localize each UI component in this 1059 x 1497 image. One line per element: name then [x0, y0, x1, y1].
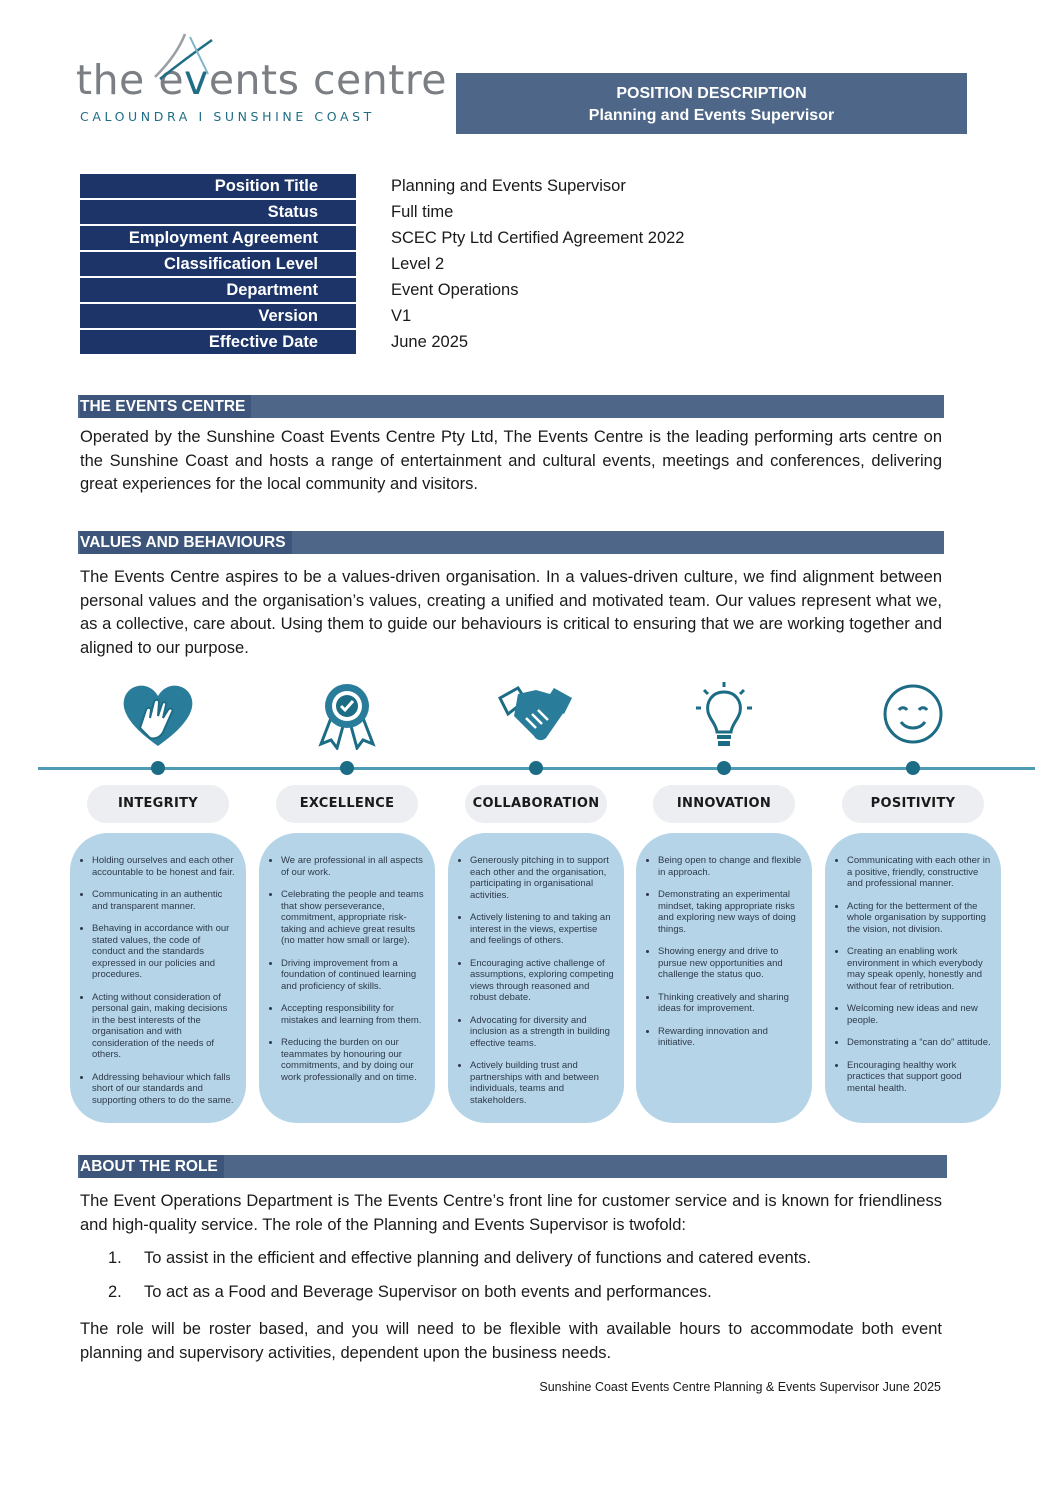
detail-label: Version [80, 304, 356, 329]
detail-value: SCEC Pty Ltd Certified Agreement 2022 [391, 229, 685, 247]
value-point: • Actively listening to and taking an interest in the views, expertise and feelings of others. [470, 912, 614, 947]
logo-swoosh-icon [150, 32, 220, 82]
value-point: • Demonstrating an experimental mindset, taking appropriate risks and exploring new ways of doing things. [658, 889, 802, 935]
detail-value: Event Operations [391, 281, 519, 299]
list-text: To assist in the efficient and effective planning and delivery of functions and catered events. [144, 1249, 812, 1267]
value-point: • Encouraging active challenge of assumptions, exploring competing views through reasoned and robust debate. [470, 958, 614, 1004]
detail-value: V1 [391, 307, 412, 325]
detail-label: Employment Agreement [80, 226, 356, 251]
value-card-collaboration [448, 833, 624, 1123]
timeline-dot [717, 761, 731, 775]
section-header-events-centre [78, 395, 944, 418]
value-point: • Generously pitching in to support each other and the organisation, participating in organisational activities. [470, 855, 614, 901]
value-point: • Communicating in an authentic and transparent manner. [92, 889, 236, 912]
award-ribbon-icon [307, 680, 387, 750]
events-centre-paragraph: Operated by the Sunshine Coast Events Centre Pty Ltd, The Events Centre is the leading performing arts centre on the Sunshine Coast and hosts a range of entertainment and cultural events, meetings and conferences, delivering great experiences for the local community and visitors. [80, 428, 942, 493]
detail-value: Level 2 [391, 255, 445, 273]
value-point: • Addressing behaviour which falls short of our standards and supporting others to do the same. [92, 1072, 236, 1107]
value-point: • Accepting responsibility for mistakes and learning from them. [281, 1003, 425, 1026]
heart-hand-icon [118, 680, 198, 750]
detail-value: Planning and Events Supervisor [391, 177, 626, 195]
value-point: • Driving improvement from a foundation of continued learning and proficiency of skills. [281, 958, 425, 993]
list-text: To act as a Food and Beverage Supervisor on both events and performances. [144, 1283, 712, 1301]
logo-text-suffix: ents centre [208, 56, 447, 104]
value-point: • Reducing the burden on our teammates by honouring our commitments, and by doing our work professionally and on time. [281, 1037, 425, 1083]
value-point: • Behaving in accordance with our stated values, the code of conduct and the standards expressed in our policies and procedures. [92, 923, 236, 981]
logo-wordmark [76, 56, 447, 104]
section-title: ABOUT THE ROLE [80, 1155, 224, 1178]
detail-label: Classification Level [80, 252, 356, 277]
value-point: • Acting for the betterment of the whole organisation by supporting the vision, not division. [847, 901, 991, 936]
list-number: 1. [108, 1249, 122, 1267]
timeline-dot [151, 761, 165, 775]
detail-row [80, 200, 780, 226]
value-point: • Actively building trust and partnerships with and between individuals, teams and stakeholders. [470, 1060, 614, 1106]
detail-row [80, 174, 780, 200]
timeline-dot [529, 761, 543, 775]
detail-value: June 2025 [391, 333, 469, 351]
detail-row [80, 252, 780, 278]
value-pill-integrity: INTEGRITY [87, 785, 229, 823]
value-card-positivity [825, 833, 1001, 1123]
detail-row [80, 304, 780, 330]
section-title: THE EVENTS CENTRE [80, 395, 251, 418]
detail-row [80, 226, 780, 252]
logo-subtitle: CALOUNDRA I SUNSHINE COAST [80, 109, 375, 124]
value-pill-excellence: EXCELLENCE [276, 785, 418, 823]
value-point: • Welcoming new ideas and new people. [847, 1003, 991, 1026]
handshake-icon [496, 680, 576, 750]
detail-row [80, 330, 780, 356]
value-point: • Encouraging healthy work practices that support good mental health. [847, 1060, 991, 1095]
smiley-face-icon [873, 680, 953, 750]
value-point: • Acting without consideration of personal gain, making decisions in the best interests of the organisation and with consideration of the needs of others. [92, 992, 236, 1061]
position-description-header [456, 73, 967, 134]
value-point: • Advocating for diversity and inclusion as a strength in building effective teams. [470, 1015, 614, 1050]
detail-label: Position Title [80, 174, 356, 199]
value-point: • Communicating with each other in a positive, friendly, constructive and professional manner. [847, 855, 991, 890]
detail-label: Effective Date [80, 330, 356, 355]
timeline-dot [340, 761, 354, 775]
section-title: VALUES AND BEHAVIOURS [80, 531, 292, 554]
logo-text-prefix: the e [76, 56, 185, 104]
header-title: POSITION DESCRIPTION [616, 85, 807, 102]
list-number: 2. [108, 1283, 122, 1301]
lightbulb-icon [684, 680, 764, 750]
value-point: • Thinking creatively and sharing ideas for improvement. [658, 992, 802, 1015]
value-point: • Holding ourselves and each other accountable to be honest and fair. [92, 855, 236, 878]
value-card-integrity [70, 833, 246, 1123]
value-pill-collaboration: COLLABORATION [465, 785, 607, 823]
value-card-excellence [259, 833, 435, 1123]
value-point: • Being open to change and flexible in approach. [658, 855, 802, 878]
detail-row [80, 278, 780, 304]
about-role-closing: The role will be roster based, and you will need to be flexible with available hours to accommodate both event planning and supervisory activities, dependent upon the business needs. [80, 1320, 942, 1362]
value-card-innovation [636, 833, 812, 1123]
logo-text-v: v [184, 56, 209, 104]
about-role-intro: The Event Operations Department is The Events Centre’s front line for customer service and is known for friendliness and high-quality service. The role of the Planning and Events Supervisor is twofold: [80, 1192, 942, 1234]
value-point: • Showing energy and drive to pursue new opportunities and challenge the status quo. [658, 946, 802, 981]
detail-value: Full time [391, 203, 454, 221]
page-footer: Sunshine Coast Events Centre Planning & Events Supervisor June 2025 [539, 1380, 941, 1394]
value-point: • Creating an enabling work environment in which everybody may speak openly, honestly and without fear of retribution. [847, 946, 991, 992]
timeline-dot [906, 761, 920, 775]
value-pill-innovation: INNOVATION [653, 785, 795, 823]
section-header-values [78, 531, 944, 554]
value-point: • Celebrating the people and teams that show perseverance, commitment, appropriate risk-taking and achieve great results (no matter how small or large). [281, 889, 425, 947]
value-pill-positivity: POSITIVITY [842, 785, 984, 823]
value-point: • Rewarding innovation and initiative. [658, 1026, 802, 1049]
section-header-about-role [78, 1155, 947, 1178]
value-point: • We are professional in all aspects of our work. [281, 855, 425, 878]
value-point: • Demonstrating a “can do” attitude. [847, 1037, 991, 1049]
detail-label: Department [80, 278, 356, 303]
header-subtitle: Planning and Events Supervisor [588, 107, 835, 124]
detail-label: Status [80, 200, 356, 225]
values-paragraph: The Events Centre aspires to be a values-driven organisation. In a values-driven culture, we find alignment between personal values and the organisation’s values, creating a unified and motivated team. Our values represent what we, as a collective, care about. Using them to guide our behaviours is critical to ensuring that we are working together and aligned to our purpose. [80, 568, 942, 657]
